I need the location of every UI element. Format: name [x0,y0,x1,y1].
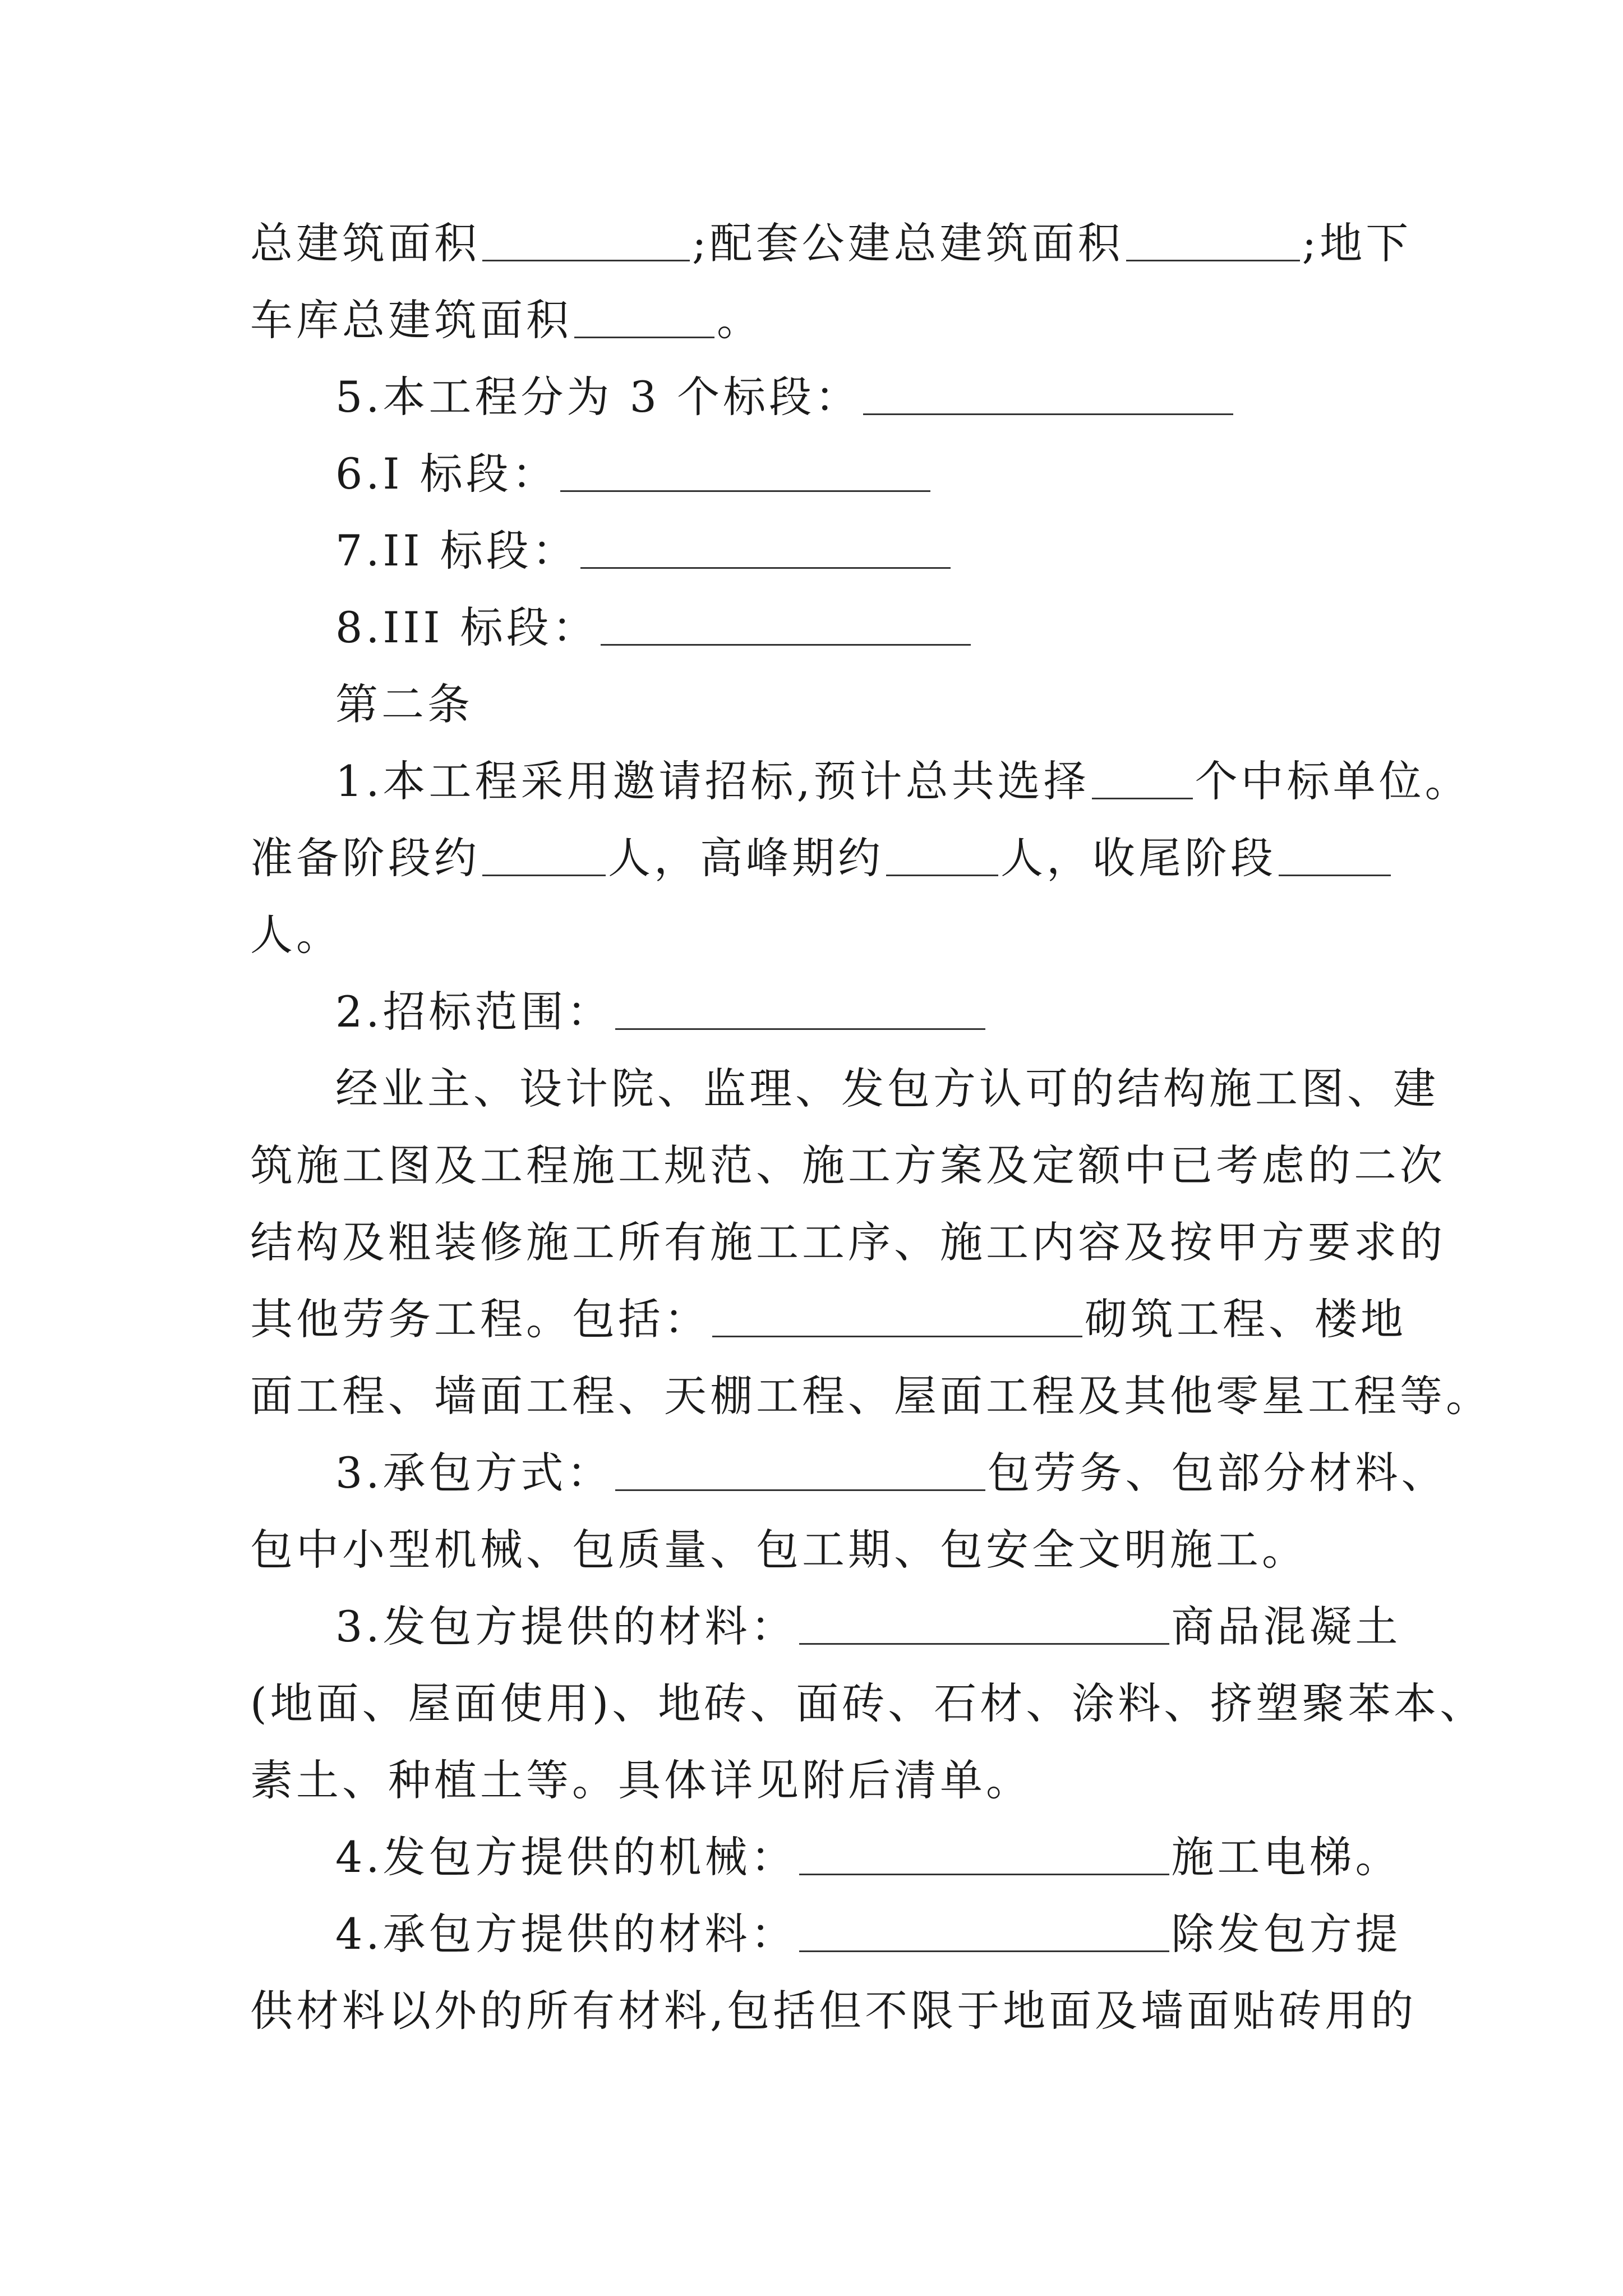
text-segment: 总建筑面积 [250,218,480,268]
text-segment: 个中标单位。 [1195,756,1471,806]
section-heading: 第二条 [335,679,473,729]
text-line: 包中小型机械、包质量、包工期、包安全文明施工。 [250,1525,1308,1575]
fill-in-blank[interactable] [886,841,998,876]
text-line: 素土、种植土等。具体详见附后清单。 [250,1755,1032,1805]
fill-in-blank[interactable] [482,226,690,261]
fill-in-blank[interactable] [799,1840,1169,1875]
fill-in-blank[interactable] [799,1609,1169,1645]
text-line: (地面、屋面使用)、地砖、面砖、石材、涂料、挤塑聚苯本、 [250,1678,1486,1728]
text-segment: 除发包方提 [1171,1909,1401,1959]
text-segment: 3.发包方提供的材料： [335,1602,797,1651]
text-segment: 商品混凝土 [1171,1602,1401,1651]
text-line [335,359,1468,435]
text-line [335,1435,1468,1511]
text-line [335,436,1468,512]
text-segment: 4.承包方提供的材料： [335,1909,797,1959]
fill-in-blank[interactable] [799,1917,1169,1952]
text-line [250,282,1383,358]
fill-in-blank[interactable] [1126,226,1300,261]
text-segment: 1.本工程采用邀请招标,预计总共选择 [335,756,1090,806]
text-line [335,1896,1468,1972]
fill-in-blank[interactable] [560,457,930,492]
fill-in-blank[interactable] [1279,841,1391,876]
text-segment: 5.本工程分为 3 个标段： [335,372,861,422]
fill-in-blank[interactable] [580,533,951,569]
text-line: 经业主、设计院、监理、发包方认可的结构施工图、建 [335,1064,1439,1114]
text-line: 供材料以外的所有材料,包括但不限于地面及墙面贴砖用的 [250,1986,1417,2036]
text-segment: ;地下 [1302,218,1412,268]
text-line [335,513,1468,589]
fill-in-blank[interactable] [482,841,606,876]
text-line: 结构及粗装修施工所有施工工序、施工内容及按甲方要求的 [250,1217,1446,1267]
text-segment: 施工电梯。 [1171,1832,1401,1882]
text-segment: 4.发包方提供的机械： [335,1832,797,1882]
text-segment: 8.III 标段： [335,602,598,652]
fill-in-blank[interactable] [863,380,1233,415]
text-line [335,1819,1468,1895]
text-segment: 准备阶段约 [250,833,480,883]
text-segment: 。 [717,295,763,345]
text-line [250,1281,1407,1358]
text-line [250,205,1412,282]
text-line: 筑施工图及工程施工规范、施工方案及定额中已考虑的二次 [250,1140,1446,1190]
text-line [250,820,1383,896]
fill-in-blank[interactable] [615,1456,985,1491]
text-segment: 6.I 标段： [335,449,558,499]
text-line [335,743,1471,820]
text-segment: 其他劳务工程。包括： [250,1294,710,1344]
text-line: 人。 [250,910,342,960]
text-segment: 包劳务、包部分材料、 [987,1448,1447,1498]
text-segment: 3.承包方式： [335,1448,613,1498]
text-line [335,590,1468,666]
fill-in-blank[interactable] [615,995,985,1030]
fill-in-blank[interactable] [601,610,971,646]
fill-in-blank[interactable] [574,303,714,338]
text-segment: 7.II 标段： [335,526,578,576]
text-segment: 人，高峰期约 [608,833,884,883]
text-line [335,974,1468,1050]
text-segment: ;配套公建总建筑面积 [692,218,1124,268]
fill-in-blank[interactable] [1092,764,1193,799]
text-line: 面工程、墙面工程、天棚工程、屋面工程及其他零星工程等。 [250,1371,1492,1421]
text-line [335,1589,1468,1665]
fill-in-blank[interactable] [712,1302,1082,1337]
text-segment: 人，收尾阶段 [1000,833,1276,883]
text-segment: 车库总建筑面积 [250,295,572,345]
text-segment: 砌筑工程、楼地 [1085,1294,1407,1344]
text-segment: 2.招标范围： [335,987,613,1037]
